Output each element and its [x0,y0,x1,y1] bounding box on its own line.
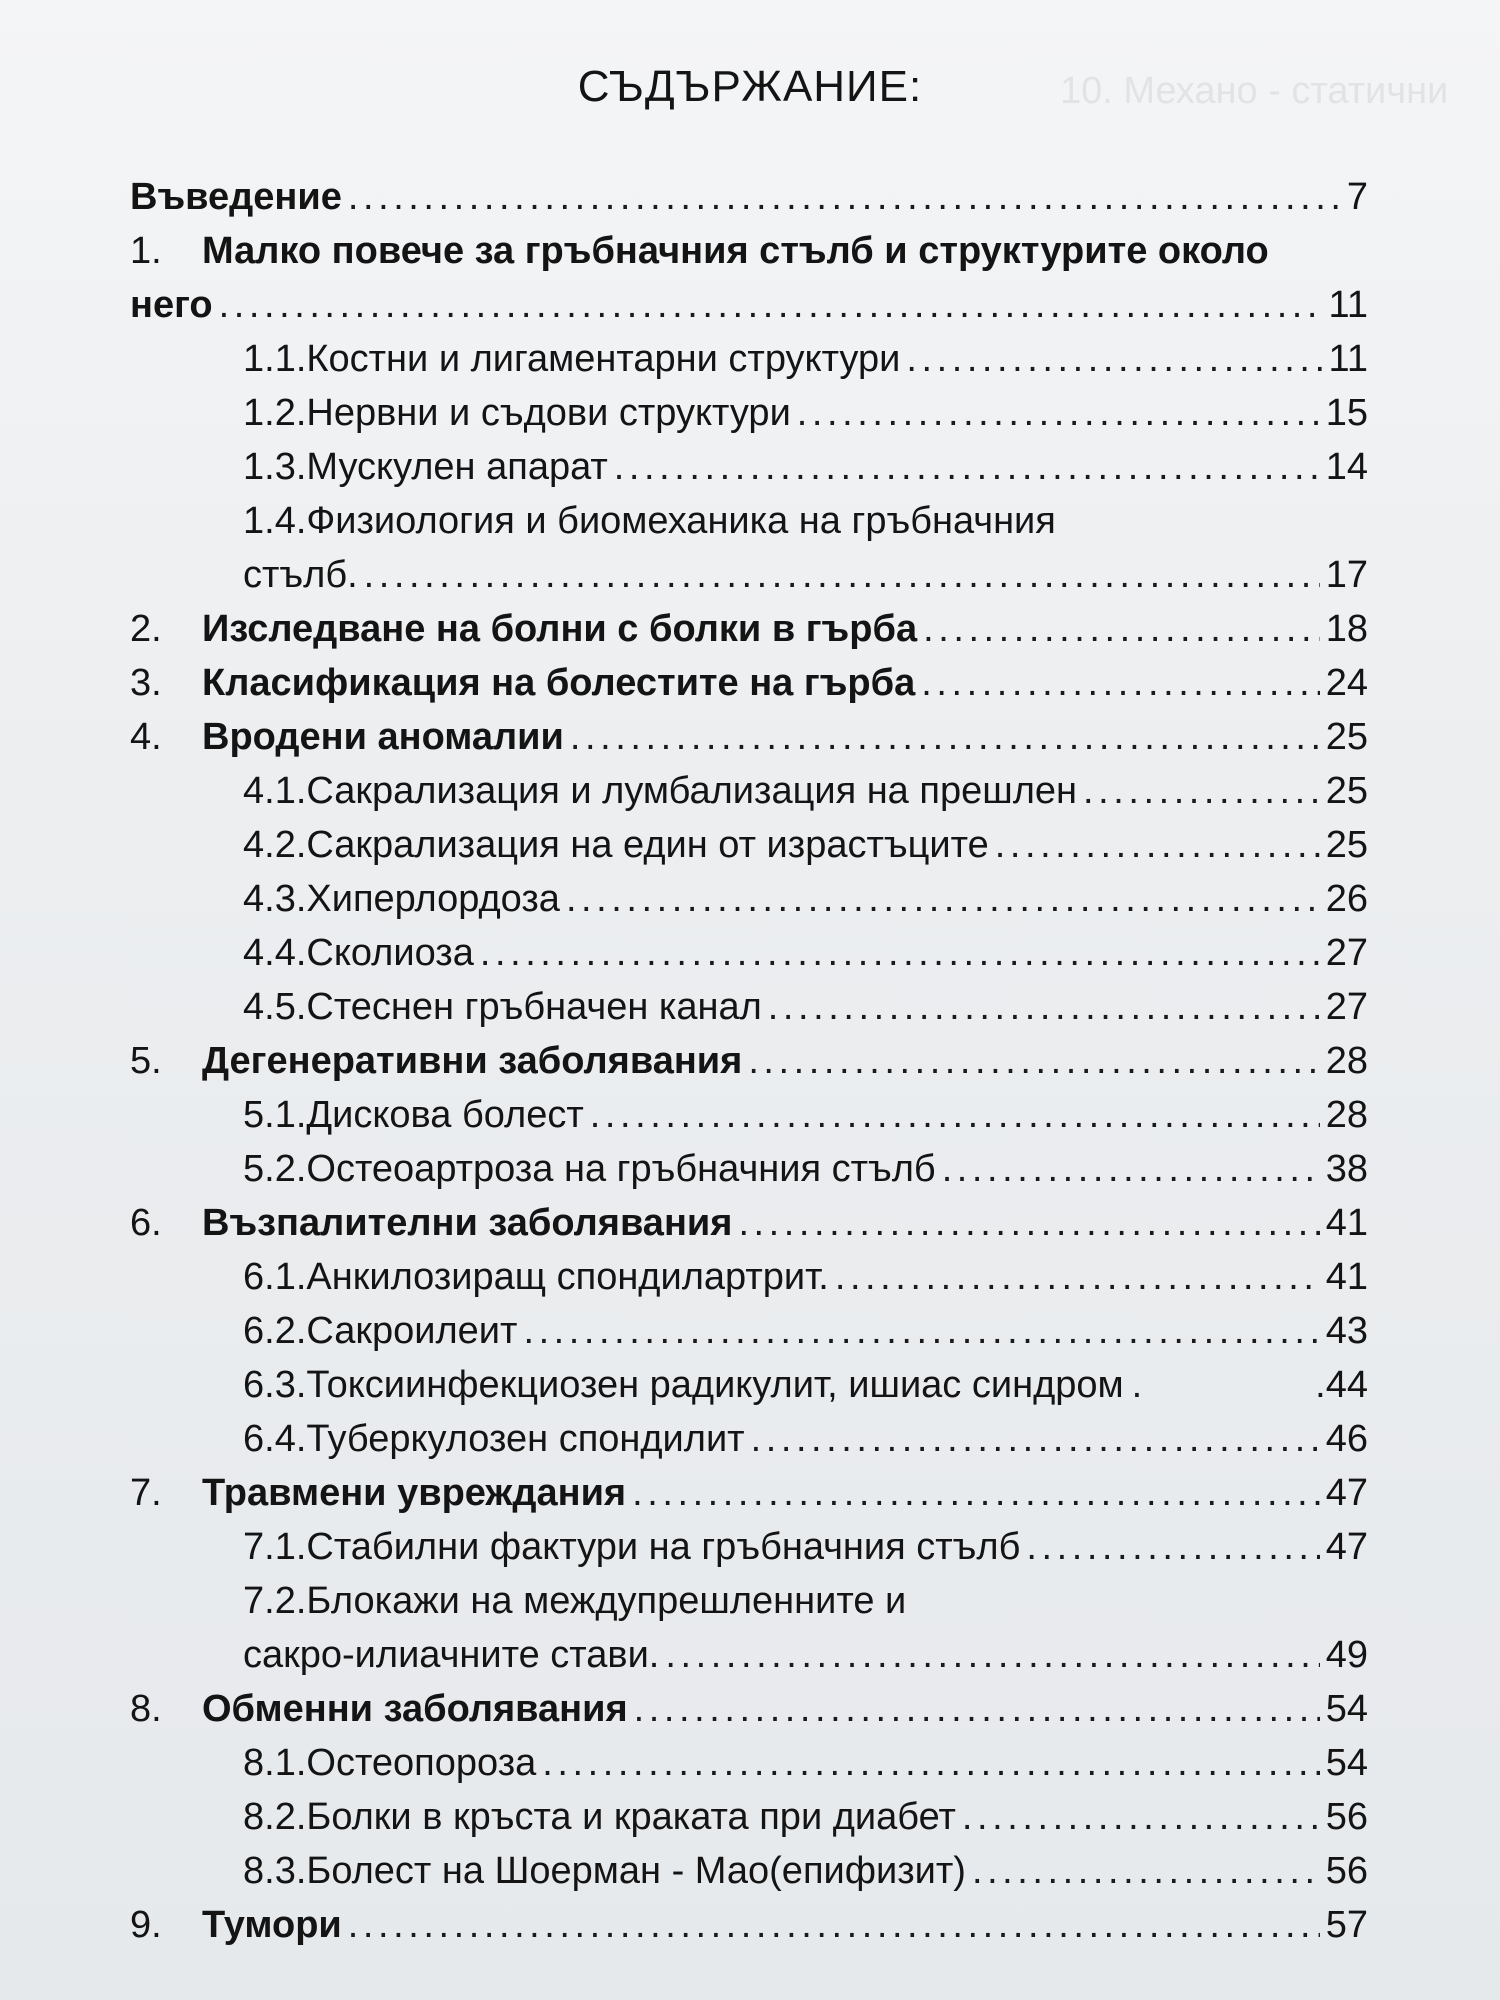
toc-entry-7-2 [130,1574,1368,1628]
dot-leader [632,1466,1320,1520]
toc-entry-4-1 [130,764,1368,818]
dot-leader [797,386,1320,440]
toc-entry-label: Тумори [202,1904,342,1946]
toc-entry-page: 15 [1325,392,1368,434]
dot-leader [923,602,1320,656]
dot-leader [665,1628,1319,1682]
toc-entry-number: 3. [130,662,162,704]
bleed-through-text: 10. Механо - статични [1060,70,1449,112]
dot-leader [566,872,1320,926]
dot-leader [1083,764,1320,818]
toc-entry-label: 7.2.Блокажи на междупрешленните и [243,1580,907,1622]
toc-entry-5-1 [130,1088,1368,1142]
toc-entry-label: 6.3.Токсиинфекциозен радикулит, ишиас синдром [243,1364,1124,1406]
toc-entry-page: 17 [1325,554,1368,596]
toc-entry-intro [130,170,1368,224]
toc-entry-page: 43 [1325,1310,1368,1352]
dot-leader [570,710,1320,764]
toc-entry-1-1 [130,332,1368,386]
toc-entry-label: 6.4.Туберкулозен спондилит [243,1418,745,1460]
toc-entry-1 [130,224,1368,278]
dot-leader [748,1034,1319,1088]
toc-entry-page: 26 [1325,878,1368,920]
toc-entry-9 [130,1898,1368,1952]
toc-entry-number: 6. [130,1202,162,1244]
toc-entry-number: 9. [130,1904,162,1946]
toc-entry-number: 4. [130,716,162,758]
toc-entry-label: Малко повече за гръбначния стълб и структурите около [202,230,1269,272]
toc-entry-3 [130,656,1368,710]
toc-entry-number: 7. [130,1472,162,1514]
toc-entry-1-3 [130,440,1368,494]
dot-leader [768,980,1320,1034]
page-title: СЪДЪРЖАНИЕ: [577,62,923,111]
toc-entry-8-2 [130,1790,1368,1844]
toc-entry-page: 56 [1325,1796,1368,1838]
toc-entry-4-2 [130,818,1368,872]
dot-leader [995,818,1320,872]
toc-entry-label: Травмени увреждания [202,1472,627,1514]
toc-entry-page: 27 [1325,986,1368,1028]
toc-entry-label: Обменни заболявания [202,1688,628,1730]
toc-entry-7-1 [130,1520,1368,1574]
dot-leader [614,440,1320,494]
dot-leader [348,170,1341,224]
toc-entry-4-5 [130,980,1368,1034]
toc-entry-label: 5.2.Остеоартроза на гръбначния стълб [243,1148,936,1190]
toc-entry-number: 5. [130,1040,162,1082]
toc-entry-6-3 [130,1358,1368,1412]
dot-leader [634,1682,1320,1736]
toc-entry-page: 25 [1325,824,1368,866]
toc-entry-page: 18 [1325,608,1368,650]
toc-entry-1-2 [130,386,1368,440]
toc-entry-6-4 [130,1412,1368,1466]
toc-entry-page: 7 [1346,176,1368,218]
dot-leader [751,1412,1320,1466]
dot-leader [590,1088,1320,1142]
dot-leader [1132,1358,1146,1412]
toc-entry-label: 7.1.Стабилни фактури на гръбначния стълб [243,1526,1021,1568]
toc-entry-6-1 [130,1250,1368,1304]
toc-entry-page: 28 [1325,1040,1368,1082]
toc-entry-label: 1.3.Мускулен апарат [243,446,608,488]
toc-entry-page: 47 [1325,1472,1368,1514]
toc-entry-page: 25 [1325,716,1368,758]
toc-entry-8-1 [130,1736,1368,1790]
toc-entry-page: 46 [1325,1418,1368,1460]
toc-entry-1-4 [130,494,1368,548]
toc-entry-label: 8.2.Болки в кръста и краката при диабет [243,1796,956,1838]
toc-entry-page: 49 [1325,1634,1368,1676]
dot-leader [738,1196,1319,1250]
toc-entry-label: Класификация на болестите на гърба [202,662,916,704]
toc-entry-label: Дегенеративни заболявания [202,1040,743,1082]
toc-entry-page: 47 [1325,1526,1368,1568]
toc-entry-8 [130,1682,1368,1736]
toc-entry-page: 41 [1325,1202,1368,1244]
dot-leader [906,332,1322,386]
toc-entry-label: 6.2.Сакроилеит [243,1310,518,1352]
toc-entry-2 [130,602,1368,656]
dot-leader [921,656,1319,710]
dot-leader [542,1736,1319,1790]
toc-entry-label-continuation: сакро-илиачните стави. [243,1634,660,1676]
toc-entry-4 [130,710,1368,764]
toc-entry-label: 4.3.Хиперлордоза [243,878,560,920]
toc-entry-label: 1.1.Костни и лигаментарни структури [243,338,901,380]
toc-entry-5-2 [130,1142,1368,1196]
dot-leader [835,1250,1320,1304]
toc-entry-6 [130,1196,1368,1250]
toc-entry-label-continuation: него [130,284,213,326]
toc-entry-label: Въведение [130,176,342,218]
toc-entry-page: 25 [1325,770,1368,812]
toc-entry-page: 38 [1325,1148,1368,1190]
toc-entry-label: 1.4.Физиология и биомеханика на гръбначния [243,500,1056,542]
toc-entry-label: Изследване на болни с болки в гърба [202,608,918,650]
toc-entry-label: 4.4.Сколиоза [243,932,474,974]
dot-leader [348,1898,1320,1952]
toc-entry-label: 1.2.Нервни и съдови структури [243,392,791,434]
dot-leader [364,548,1320,602]
toc-entry-page: 57 [1325,1904,1368,1946]
toc-entry-number: 1. [130,230,162,272]
toc-entry-page: 11 [1328,338,1368,380]
toc-entry-page: 54 [1325,1742,1368,1784]
toc-entry-label: 4.1.Сакрализация и лумбализация на прешлен [243,770,1077,812]
toc-entry-page: 24 [1325,662,1368,704]
toc-entry-5 [130,1034,1368,1088]
toc-entry-label: Вродени аномалии [202,716,564,758]
toc-entry-number: 8. [130,1688,162,1730]
toc-entry-label-continuation: стълб. [243,554,358,596]
dot-leader [972,1844,1320,1898]
toc-entry-7 [130,1466,1368,1520]
dot-leader [480,926,1320,980]
toc-entry-label: 4.2.Сакрализация на един от израстъците [243,824,989,866]
dot-leader [523,1304,1319,1358]
dot-leader [962,1790,1320,1844]
toc-entry-label: 4.5.Стеснен гръбначен канал [243,986,762,1028]
table-of-contents [130,170,1368,1952]
dot-leader [219,278,1323,332]
dot-leader [1026,1520,1319,1574]
toc-entry-page: 28 [1325,1094,1368,1136]
toc-entry-6-2 [130,1304,1368,1358]
toc-entry-page: 56 [1325,1850,1368,1892]
toc-entry-4-3 [130,872,1368,926]
toc-entry-page: 27 [1325,932,1368,974]
toc-entry-4-4 [130,926,1368,980]
toc-entry-number: 2. [130,608,162,650]
toc-entry-page: .44 [1315,1364,1368,1406]
toc-entry-page: 11 [1328,284,1368,326]
toc-entry-page: 41 [1325,1256,1368,1298]
toc-entry-8-3 [130,1844,1368,1898]
toc-entry-label: Възпалителни заболявания [202,1202,733,1244]
toc-entry-label: 6.1.Анкилозиращ спондилартрит. [243,1256,829,1298]
toc-entry-7-2-continuation [130,1628,1368,1682]
toc-entry-page: 54 [1325,1688,1368,1730]
toc-entry-label: 8.3.Болест на Шоерман - Мао(епифизит) [243,1850,966,1892]
toc-entry-label: 5.1.Дискова болест [243,1094,584,1136]
toc-entry-page: 14 [1325,446,1368,488]
dot-leader [942,1142,1320,1196]
toc-entry-label: 8.1.Остеопороза [243,1742,537,1784]
toc-entry-1-4-continuation [130,548,1368,602]
toc-entry-1-continuation [130,278,1368,332]
